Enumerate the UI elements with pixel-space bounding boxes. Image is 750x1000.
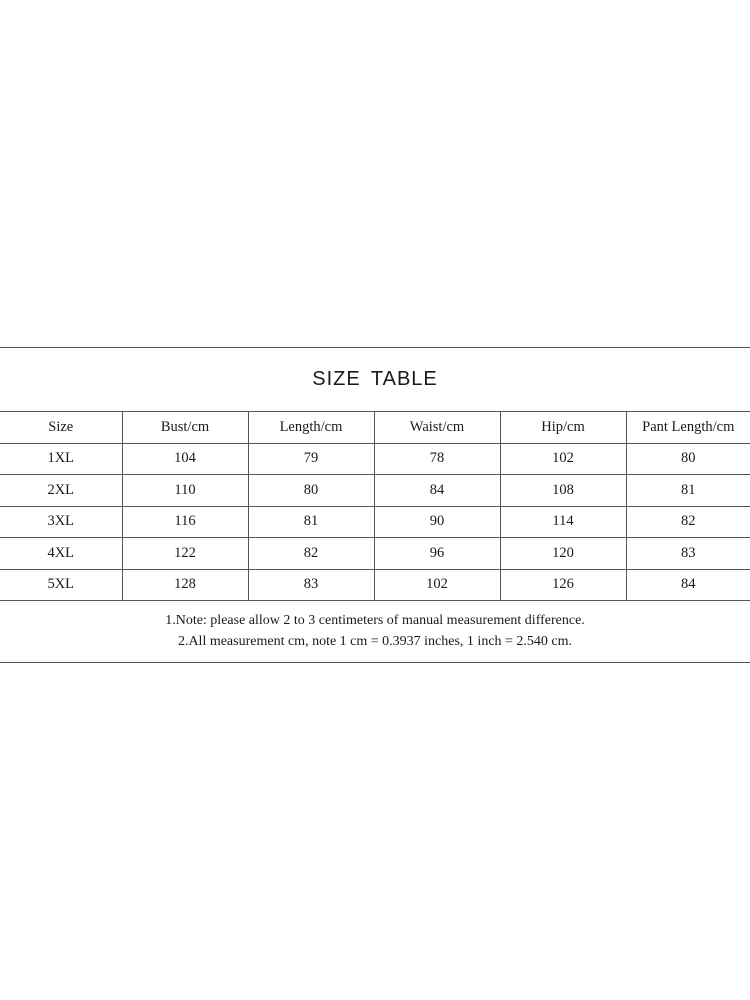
measurement-notes xyxy=(0,610,750,652)
note-line: 1.Note: please allow 2 to 3 centimeters of manual measurement difference. xyxy=(165,613,585,628)
table-cell: 83 xyxy=(248,569,374,601)
table-cell: 120 xyxy=(500,538,626,570)
table-cell: 122 xyxy=(122,538,248,570)
column-header-bust: Bust/cm xyxy=(122,412,248,444)
table-row xyxy=(0,569,750,601)
column-header-pant-length: Pant Length/cm xyxy=(626,412,750,444)
table-cell: 116 xyxy=(122,506,248,538)
table-cell: 1XL xyxy=(0,443,122,475)
table-cell: 114 xyxy=(500,506,626,538)
column-header-waist: Waist/cm xyxy=(374,412,500,444)
table-cell: 80 xyxy=(626,443,750,475)
table-cell: 96 xyxy=(374,538,500,570)
table-cell: 110 xyxy=(122,475,248,507)
table-cell: 104 xyxy=(122,443,248,475)
table-cell: 83 xyxy=(626,538,750,570)
table-row xyxy=(0,506,750,538)
column-header-size: Size xyxy=(0,412,122,444)
table-cell: 4XL xyxy=(0,538,122,570)
note-line: 2.All measurement cm, note 1 cm = 0.3937 inches, 1 inch = 2.540 cm. xyxy=(177,634,573,649)
table-cell: 102 xyxy=(500,443,626,475)
size-chart xyxy=(0,347,750,663)
chart-title: SIZE TABLE xyxy=(312,368,438,390)
table-cell: 2XL xyxy=(0,475,122,507)
table-row xyxy=(0,538,750,570)
table-cell: 81 xyxy=(248,506,374,538)
table-cell: 80 xyxy=(248,475,374,507)
table-row xyxy=(0,443,750,475)
table-cell: 5XL xyxy=(0,569,122,601)
table-cell: 81 xyxy=(626,475,750,507)
table-cell: 82 xyxy=(626,506,750,538)
column-header-hip: Hip/cm xyxy=(500,412,626,444)
table-cell: 102 xyxy=(374,569,500,601)
table-header-row xyxy=(0,412,750,444)
table-cell: 82 xyxy=(248,538,374,570)
table-cell: 108 xyxy=(500,475,626,507)
size-table xyxy=(0,411,750,601)
table-cell: 126 xyxy=(500,569,626,601)
table-cell: 90 xyxy=(374,506,500,538)
column-header-length: Length/cm xyxy=(248,412,374,444)
table-cell: 79 xyxy=(248,443,374,475)
table-cell: 84 xyxy=(374,475,500,507)
table-cell: 78 xyxy=(374,443,500,475)
table-cell: 3XL xyxy=(0,506,122,538)
table-cell: 128 xyxy=(122,569,248,601)
table-row xyxy=(0,475,750,507)
table-cell: 84 xyxy=(626,569,750,601)
